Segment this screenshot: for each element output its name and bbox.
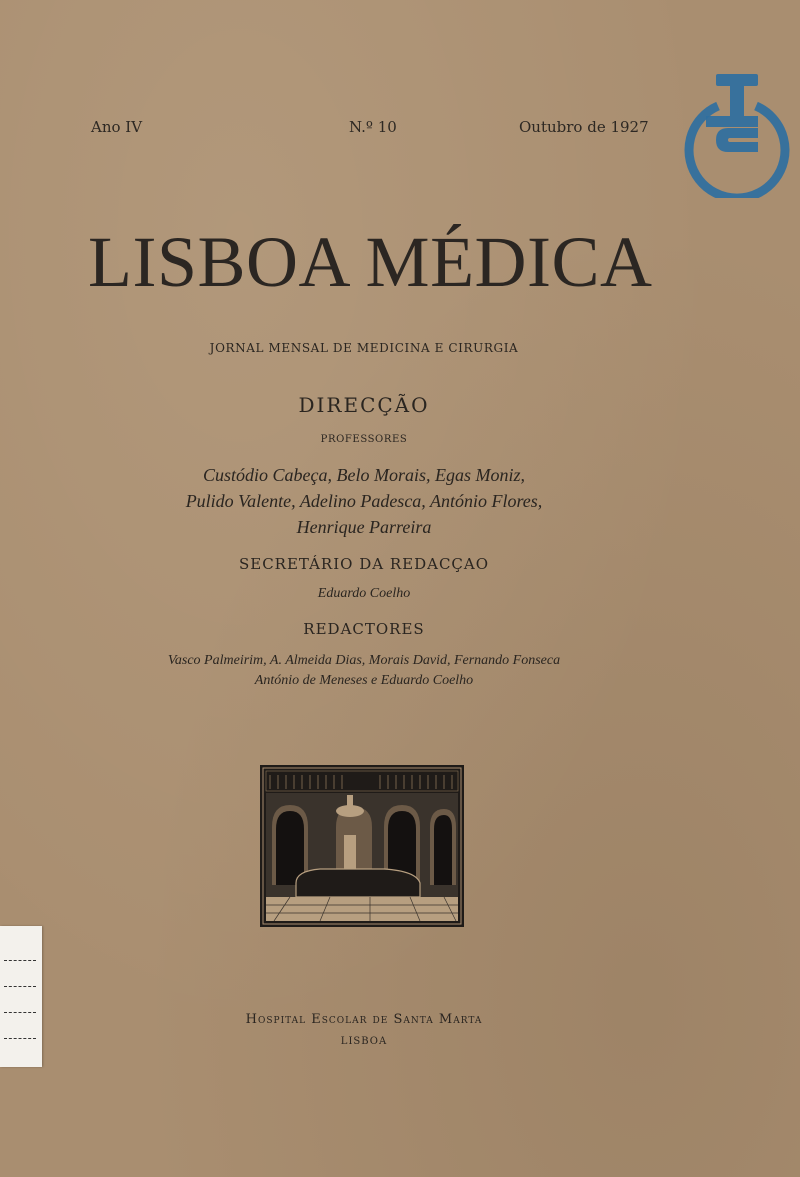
- professors-line: Custódio Cabeça, Belo Morais, Egas Moniz,: [203, 465, 525, 485]
- journal-title: LISBOA MÉDICA: [88, 222, 653, 302]
- courtyard-fountain-engraving: [260, 765, 464, 927]
- label-line: [4, 960, 36, 961]
- publisher-name: Hospital Escolar de Santa Marta: [245, 1012, 483, 1027]
- issue-number: N.º 10: [349, 118, 397, 136]
- issue-year: Ano IV: [91, 118, 143, 136]
- secretary-name: Eduardo Coelho: [317, 586, 411, 601]
- editors-line: Vasco Palmeirim, A. Almeida Dias, Morais David, Fernando Fonseca: [167, 653, 561, 668]
- professors-line: Pulido Valente, Adelino Padesca, António Flores,: [185, 491, 543, 511]
- professors-line: Henrique Parreira: [296, 517, 432, 537]
- label-line: [4, 1012, 36, 1013]
- professors-subheading: PROFESSORES: [320, 434, 408, 445]
- professors-list: [0, 462, 728, 540]
- editors-heading: REDACTORES: [303, 620, 425, 638]
- editors-list: [0, 651, 728, 691]
- journal-subtitle: JORNAL MENSAL DE MEDICINA E CIRURGIA: [209, 341, 519, 355]
- secretary-heading: SECRETÁRIO DA REDACÇAO: [238, 555, 490, 573]
- issue-date: Outubro de 1927: [519, 118, 649, 136]
- library-stamp-icon: [680, 70, 792, 198]
- library-label: [0, 926, 42, 1067]
- label-line: [4, 986, 36, 987]
- editors-line: António de Meneses e Eduardo Coelho: [254, 673, 474, 688]
- publisher-city: LISBOA: [340, 1036, 388, 1047]
- direction-heading: DIRECÇÃO: [298, 393, 430, 417]
- label-line: [4, 1038, 36, 1039]
